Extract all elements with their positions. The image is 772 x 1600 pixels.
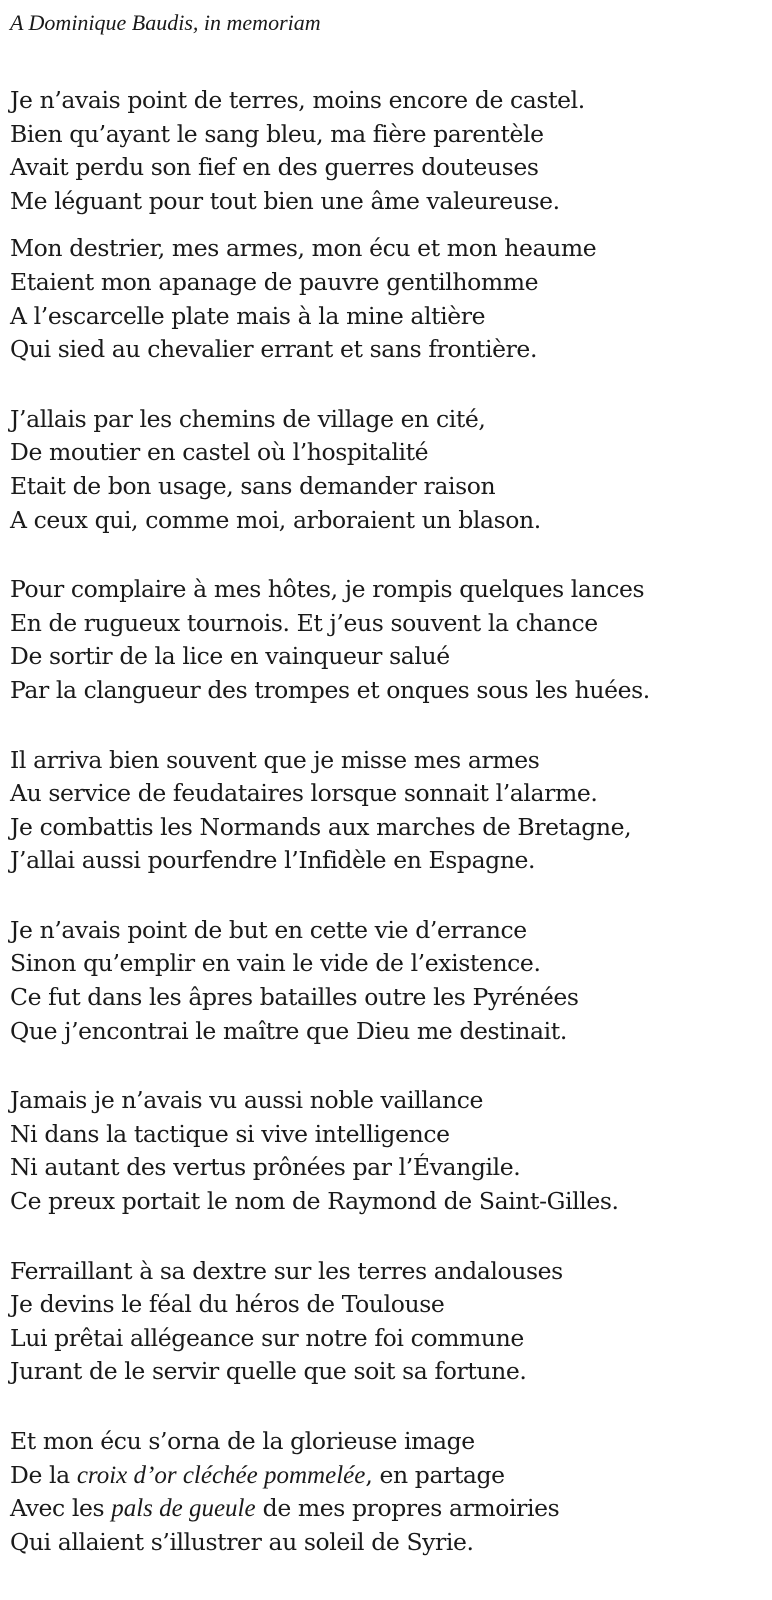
verse-line: Je devins le féal du héros de Toulouse <box>10 1290 445 1319</box>
verse-line <box>10 1459 766 1493</box>
verse-line: Ce preux portait le nom de Raymond de Saint-Gilles. <box>10 1187 619 1216</box>
verse-line: J’allais par les chemins de village en cité, <box>10 404 486 433</box>
verse-line: Je combattis les Normands aux marches de Bretagne, <box>10 812 632 841</box>
verse-line: A l’escarcelle plate mais à la mine altière <box>10 301 486 330</box>
verse-line: Bien qu’ayant le sang bleu, ma fière parentèle <box>10 119 544 148</box>
verse-line: Me léguant pour tout bien une âme valeureuse. <box>10 186 560 215</box>
verse-line: Pour complaire à mes hôtes, je rompis quelques lances <box>10 575 645 604</box>
verse-line: Avait perdu son fief en des guerres douteuses <box>10 153 539 182</box>
verse-line: Mon destrier, mes armes, mon écu et mon heaume <box>10 234 597 263</box>
poem-dedication: A Dominique Baudis, in memoriam <box>10 10 321 35</box>
stanza-spacer <box>10 1389 766 1425</box>
verse-line: Je n’avais point de but en cette vie d’errance <box>10 915 527 944</box>
stanza <box>10 573 766 707</box>
stanza <box>10 1255 766 1389</box>
stanza <box>10 403 766 537</box>
stanza-spacer <box>10 367 766 403</box>
verse-line: De sortir de la lice en vainqueur salué <box>10 642 450 671</box>
verse-text: De la <box>10 1460 77 1489</box>
stanza-spacer <box>10 708 766 744</box>
stanza <box>10 914 766 1048</box>
verse-italic-text: pals de gueule <box>111 1495 256 1523</box>
verse-line: Il arriva bien souvent que je misse mes armes <box>10 745 540 774</box>
stanza <box>10 744 766 878</box>
verse-text: Avec les <box>10 1494 112 1523</box>
verse-line: Et mon écu s’orna de la glorieuse image <box>10 1427 475 1455</box>
verse-line: Ni dans la tactique si vive intelligence <box>10 1119 450 1148</box>
verse-text: , en partage <box>365 1460 505 1489</box>
stanza <box>10 1425 766 1559</box>
verse-line: Qui allaient s’illustrer au soleil de Syrie. <box>10 1527 474 1556</box>
verse-line: De moutier en castel où l’hospitalité <box>10 438 429 467</box>
stanza-spacer <box>10 1048 766 1084</box>
verse-line: Etaient mon apanage de pauvre gentilhomme <box>10 267 539 296</box>
verse-line: J’allai aussi pourfendre l’Infidèle en Espagne. <box>10 846 536 875</box>
verse-line: Etait de bon usage, sans demander raison <box>10 471 496 500</box>
stanza <box>10 84 766 218</box>
verse-line: Je n’avais point de terres, moins encore de castel. <box>10 86 585 114</box>
verse-line: Par la clangueur des trompes et onques sous les huées. <box>10 675 650 704</box>
verse-line: Au service de feudataires lorsque sonnait l’alarme. <box>10 779 598 808</box>
verse-line: Qui sied au chevalier errant et sans frontière. <box>10 335 538 364</box>
stanza-spacer <box>10 218 766 232</box>
poem-body <box>10 84 766 1559</box>
stanza-spacer <box>10 878 766 914</box>
stanza <box>10 1084 766 1218</box>
verse-line: Que j’encontrai le maître que Dieu me destinait. <box>10 1016 567 1045</box>
verse-line: Ferraillant à sa dextre sur les terres andalouses <box>10 1256 563 1285</box>
verse-italic-text: croix d’or cléchée pommelée <box>76 1461 366 1489</box>
verse-line: Ce fut dans les âpres batailles outre les Pyrénées <box>10 983 579 1012</box>
verse-line: Jamais je n’avais vu aussi noble vaillance <box>10 1086 483 1115</box>
verse-line: En de rugueux tournois. Et j’eus souvent la chance <box>10 608 598 637</box>
stanza-spacer <box>10 537 766 573</box>
poem-page <box>10 8 766 1559</box>
verse-line: Jurant de le servir quelle que soit sa fortune. <box>10 1357 527 1386</box>
stanza-spacer <box>10 1219 766 1255</box>
verse-line: Sinon qu’emplir en vain le vide de l’existence. <box>10 949 541 978</box>
stanza <box>10 232 766 366</box>
verse-line: A ceux qui, comme moi, arboraient un blason. <box>10 505 541 534</box>
verse-line <box>10 1492 766 1526</box>
verse-line: Lui prêtai allégeance sur notre foi commune <box>10 1323 524 1352</box>
verse-line: Ni autant des vertus prônées par l’Évangile. <box>10 1153 521 1182</box>
verse-text: de mes propres armoiries <box>255 1494 560 1523</box>
